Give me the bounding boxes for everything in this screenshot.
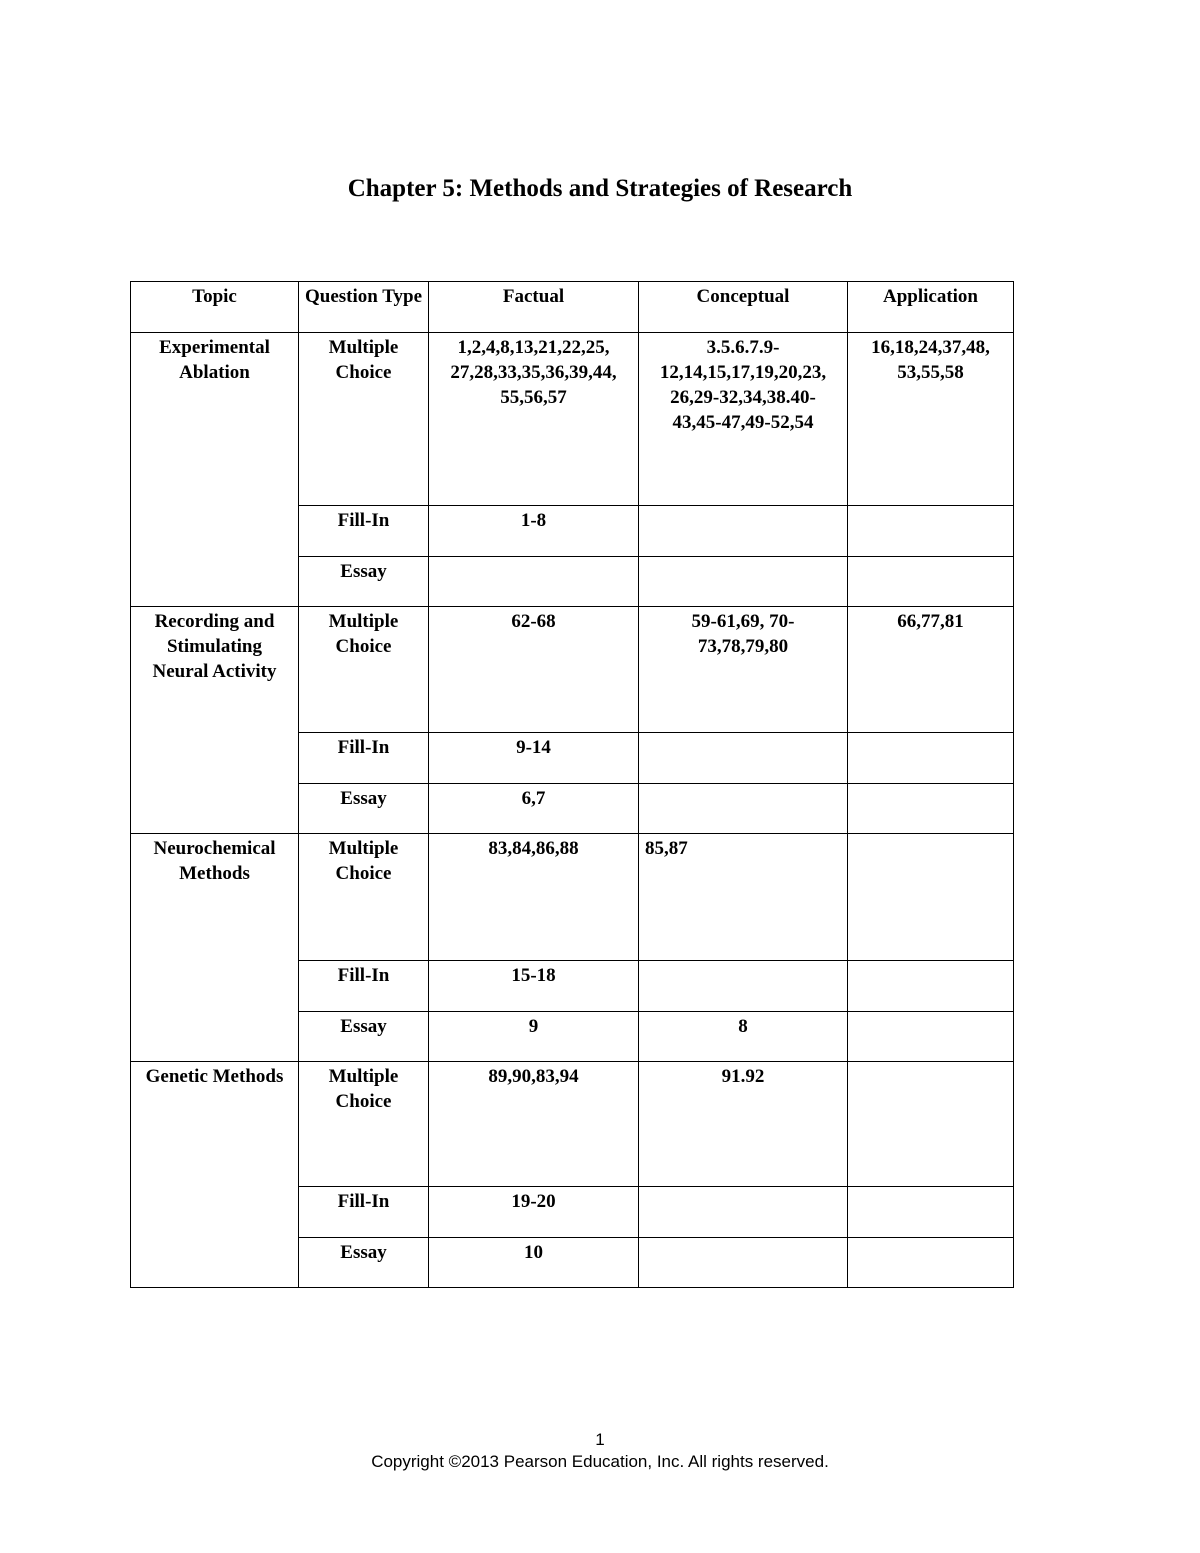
- factual-cell: 10: [429, 1238, 639, 1288]
- conceptual-cell: [639, 506, 848, 557]
- header-topic: Topic: [131, 282, 299, 333]
- factual-cell: 19-20: [429, 1187, 639, 1238]
- conceptual-cell: 91.92: [639, 1062, 848, 1187]
- factual-cell: 9-14: [429, 733, 639, 784]
- question-type-cell: Fill-In: [299, 733, 429, 784]
- question-type-cell: Multiple Choice: [299, 834, 429, 961]
- header-application: Application: [848, 282, 1014, 333]
- factual-cell: 9: [429, 1012, 639, 1062]
- factual-cell: 83,84,86,88: [429, 834, 639, 961]
- application-cell: [848, 961, 1014, 1012]
- question-type-cell: Essay: [299, 1012, 429, 1062]
- question-type-cell: Fill-In: [299, 961, 429, 1012]
- table-header-row: [131, 282, 1014, 333]
- application-cell: [848, 1238, 1014, 1288]
- conceptual-cell: 8: [639, 1012, 848, 1062]
- factual-cell: 1-8: [429, 506, 639, 557]
- conceptual-cell: [639, 733, 848, 784]
- application-cell: [848, 1062, 1014, 1187]
- topic-cell: Genetic Methods: [131, 1062, 299, 1288]
- question-distribution-table: [130, 281, 1014, 1288]
- conceptual-cell: [639, 557, 848, 607]
- question-type-cell: Essay: [299, 1238, 429, 1288]
- application-cell: 16,18,24,37,48, 53,55,58: [848, 333, 1014, 506]
- header-factual: Factual: [429, 282, 639, 333]
- factual-cell: [429, 557, 639, 607]
- table-row: [131, 333, 1014, 506]
- factual-cell: 15-18: [429, 961, 639, 1012]
- header-question-type: Question Type: [299, 282, 429, 333]
- table-row: [131, 834, 1014, 961]
- application-cell: 66,77,81: [848, 607, 1014, 733]
- application-cell: [848, 733, 1014, 784]
- application-cell: [848, 506, 1014, 557]
- question-type-cell: Multiple Choice: [299, 607, 429, 733]
- question-type-cell: Multiple Choice: [299, 333, 429, 506]
- page-title: Chapter 5: Methods and Strategies of Research: [347, 175, 853, 202]
- conceptual-cell: [639, 1187, 848, 1238]
- application-cell: [848, 1187, 1014, 1238]
- factual-cell: 1,2,4,8,13,21,22,25, 27,28,33,35,36,39,44, 55,56,57: [429, 333, 639, 506]
- factual-cell: 89,90,83,94: [429, 1062, 639, 1187]
- conceptual-cell: [639, 784, 848, 834]
- application-cell: [848, 834, 1014, 961]
- topic-cell: Neurochemical Methods: [131, 834, 299, 1062]
- question-type-cell: Multiple Choice: [299, 1062, 429, 1187]
- table-row: [131, 1062, 1014, 1187]
- question-type-cell: Fill-In: [299, 506, 429, 557]
- factual-cell: 62-68: [429, 607, 639, 733]
- question-type-cell: Essay: [299, 557, 429, 607]
- topic-cell: Recording and Stimulating Neural Activity: [131, 607, 299, 834]
- topic-cell: Experimental Ablation: [131, 333, 299, 607]
- conceptual-cell: 85,87: [639, 834, 848, 961]
- conceptual-cell: [639, 961, 848, 1012]
- header-conceptual: Conceptual: [639, 282, 848, 333]
- application-cell: [848, 1012, 1014, 1062]
- application-cell: [848, 784, 1014, 834]
- page-number: 1: [595, 1430, 605, 1449]
- conceptual-cell: [639, 1238, 848, 1288]
- application-cell: [848, 557, 1014, 607]
- conceptual-cell: 3.5.6.7.9- 12,14,15,17,19,20,23, 26,29-32,34,38.40- 43,45-47,49-52,54: [639, 333, 848, 506]
- conceptual-cell: 59-61,69, 70- 73,78,79,80: [639, 607, 848, 733]
- table-row: [131, 607, 1014, 733]
- factual-cell: 6,7: [429, 784, 639, 834]
- question-type-cell: Fill-In: [299, 1187, 429, 1238]
- question-type-cell: Essay: [299, 784, 429, 834]
- copyright-notice: Copyright ©2013 Pearson Education, Inc. All rights reserved.: [371, 1452, 829, 1471]
